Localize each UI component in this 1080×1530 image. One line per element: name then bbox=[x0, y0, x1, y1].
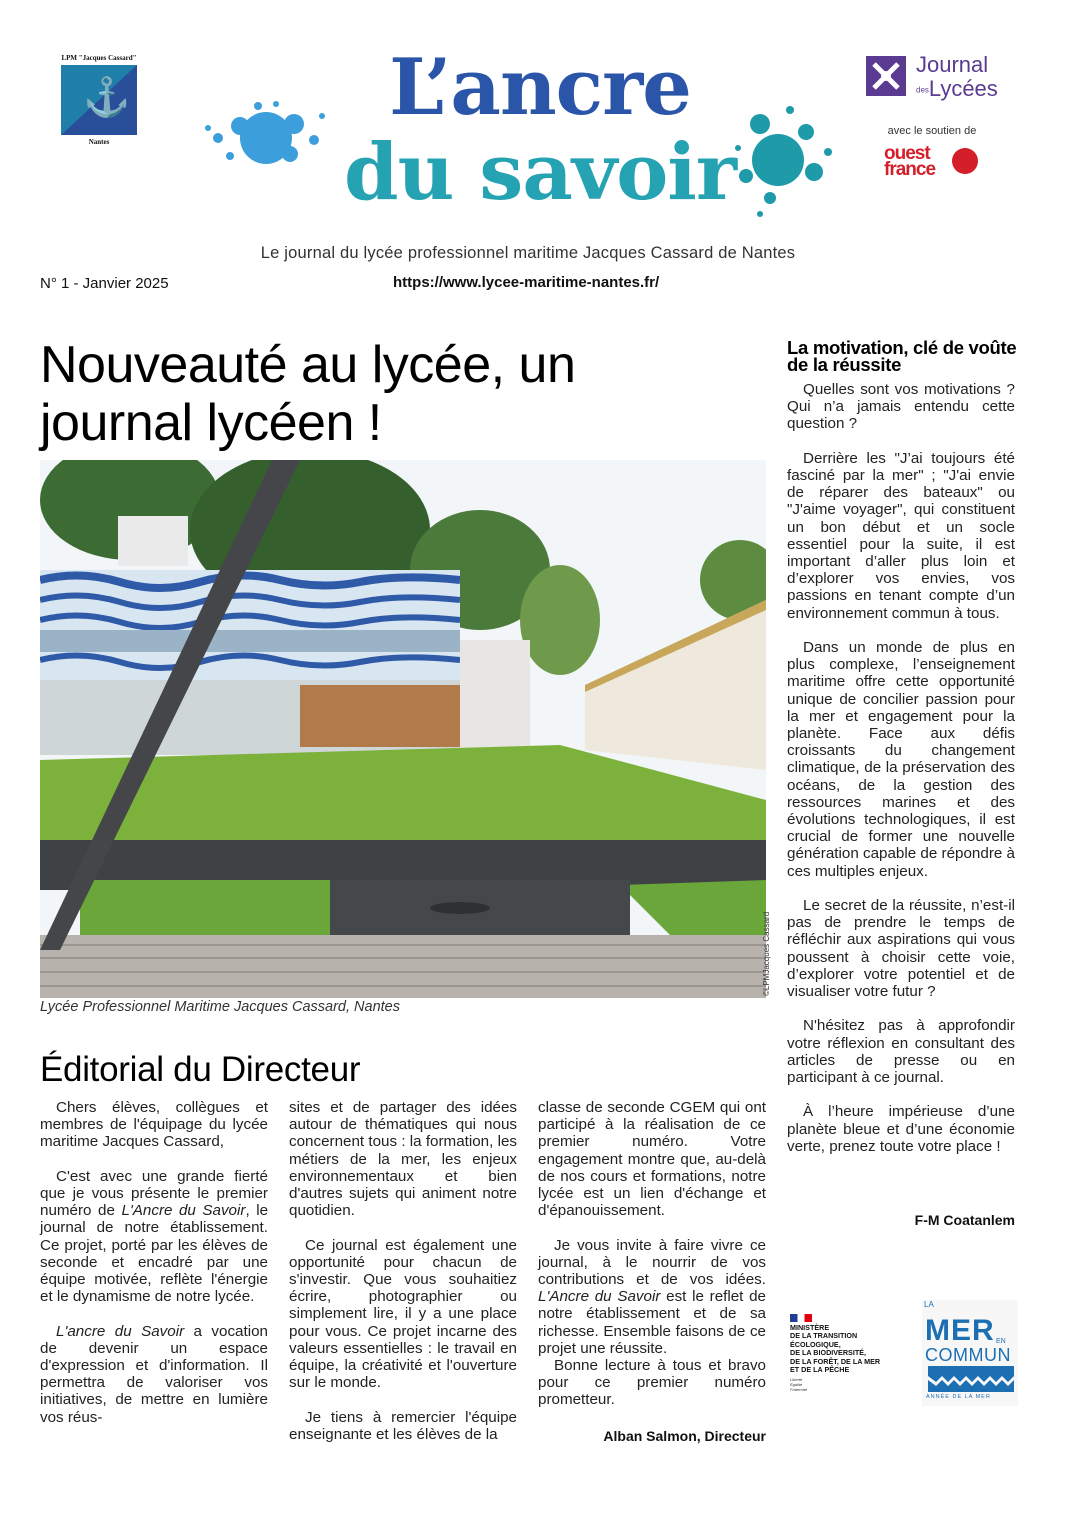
photo-caption: Lycée Professionnel Maritime Jacques Cassard, Nantes bbox=[40, 999, 400, 1015]
editorial-paragraph: Ce journal est également une opportunité pour chacun de s'investir. Que vous souhaitiez écrire, photographier ou simplement lire, il y a une place pour vous. Ce projet incarne des valeurs essentielles : le travail en équipe, la créativité et l'ouverture sur le monde. bbox=[289, 1236, 517, 1392]
editorial-text: , le journal de notre établissement. Ce projet, porté par les élèves de seconde et encadré par une équipe motivée, reflète l'énergie et le dynamisme de notre lycée. bbox=[40, 1202, 269, 1306]
sidebar-paragraph: Quelles sont vos motivations ? Qui n’a jamais entendu cette question ? bbox=[787, 381, 1015, 433]
editorial-title: Éditorial du Directeur bbox=[40, 1050, 361, 1089]
editorial-signature: Alban Salmon, Directeur bbox=[603, 1428, 766, 1444]
sidebar-signature: F-M Coatanlem bbox=[914, 1212, 1015, 1228]
editorial-paragraph bbox=[538, 1237, 766, 1357]
editorial-paragraph: classe de seconde CGEM qui ont participé à la réalisation de ce premier numéro. Votre engagement montre que, au-delà de nos cours et formations, notre lycée est un lien d'échange et d'épanouissement. bbox=[538, 1099, 766, 1220]
editorial-paragraph: Bonne lecture à tous et bravo pour ce premier numéro prometteur. bbox=[538, 1357, 766, 1409]
mer-commun: COMMUN bbox=[925, 1345, 1011, 1365]
sidebar-paragraph: Le secret de la réussite, n’est-il pas de prendre le temps de réfléchir aux aspirations qui vous poussent à choisir cette voie, d’explorer votre potentiel et de visualiser votre futur ? bbox=[787, 897, 1015, 1001]
editorial-paragraph bbox=[40, 1323, 268, 1426]
sidebar-paragraph: Derrière les "J’ai toujours été fasciné par la mer" ; "J'ai envie de réparer des bateaux" ou "J'aime voyager", qui constituent un bon début et un socle essentiel pour la suite, il est important d’aller plus loin et d’explorer vos envies, vos passions en tenant compte d’un environnement commun à tous. bbox=[787, 449, 1015, 622]
editorial-column-2 bbox=[289, 1099, 517, 1460]
ouest-france-dot-icon bbox=[952, 148, 978, 174]
sidebar-paragraph: À l’heure impérieuse d’une planète bleue et d’une économie verte, prenez toute votre place ! bbox=[787, 1103, 1015, 1155]
editorial-paragraph: Chers élèves, collègues et membres de l'équipage du lycée maritime Jacques Cassard, bbox=[40, 1099, 268, 1151]
support-text: avec le soutien de bbox=[887, 125, 977, 137]
newspaper-name-italic: L'Ancre du Savoir bbox=[121, 1202, 246, 1220]
photo-credit-text: ©LPMJacques Cassard bbox=[762, 911, 771, 996]
ministere-name: MINISTÈRE DE LA TRANSITION ÉCOLOGIQUE, DE LA BIODIVERSITÉ, DE LA FORÊT, DE LA MER ET DE LA PÊCHE bbox=[790, 1323, 881, 1375]
ministere-logo bbox=[790, 1314, 910, 1394]
journal-des-lycees-word3: Lycées bbox=[928, 76, 998, 101]
website-link[interactable]: https://www.lycee-maritime-nantes.fr/ bbox=[393, 274, 660, 291]
mer-word: MER bbox=[925, 1314, 995, 1347]
sidebar-title: La motivation, clé de voûte de la réussite bbox=[787, 337, 1017, 375]
editorial-paragraph: sites et de partager des idées autour de thématiques qui nous concernent tous : la formation, les métiers de la mer, les enjeux environnementaux et bien d'autres sujets qui animent notre quotidien. bbox=[289, 1099, 517, 1220]
mer-la: LA bbox=[924, 1300, 934, 1309]
sidebar-paragraph: N'hésitez pas à approfondir votre réflexion en consultant des articles de presse ou en participant à ce journal. bbox=[787, 1017, 1015, 1087]
ouest-france-word1: ouest bbox=[884, 143, 930, 164]
french-flag-icon bbox=[790, 1314, 812, 1322]
main-headline: Nouveauté au lycée, un journal lycéen ! bbox=[40, 336, 576, 452]
school-logo-top-text: LPM "Jacques Cassard" bbox=[61, 54, 137, 62]
newspaper-name-italic: L'Ancre du Savoir bbox=[538, 1288, 661, 1306]
journal-des-lycees-word1: Journal bbox=[916, 52, 989, 77]
mer-en-commun-logo bbox=[922, 1300, 1018, 1406]
editorial-text: a vocation de devenir un espace d'expression et d'information. Il permettra de valoriser vos initiatives, de mettre en lumière vos réus- bbox=[40, 1322, 268, 1426]
editorial-text: Je vous invite à faire vivre ce journal, à le nourrir de vos contributions et de vos idées. bbox=[538, 1236, 766, 1289]
newspaper-title-line1: L’ancre bbox=[389, 42, 691, 133]
anchor-icon: ⚓ bbox=[83, 77, 131, 119]
editorial-text: est le reflet de notre établissement et de sa richesse. Ensemble faisons de ce projet une réussite. bbox=[538, 1288, 767, 1357]
sidebar-paragraph: Dans un monde de plus en plus complexe, l’enseignement maritime offre cette opportunité unique de concilier passion pour la mer et engagement pour la planète. Face aux défis croissants du changement climatique, de la préservation des océans, de la gestion des ressources marines et des évolutions technologiques, il est crucial de former une nouvelle génération capable de répondre à ces multiples enjeux. bbox=[787, 639, 1015, 880]
waves-icon bbox=[928, 1366, 1014, 1392]
mer-en: EN bbox=[996, 1338, 1006, 1345]
sidebar-column bbox=[787, 381, 1015, 1172]
journal-des-lycees-word2 bbox=[916, 76, 998, 102]
issue-number: N° 1 - Janvier 2025 bbox=[40, 275, 169, 292]
journal-des-lycees-logo bbox=[866, 52, 1016, 102]
school-logo-bottom-text: Nantes bbox=[88, 138, 110, 146]
editorial-column-1 bbox=[40, 1099, 268, 1443]
journal-des-lycees-small: des bbox=[916, 85, 929, 95]
editorial-paragraph bbox=[40, 1168, 268, 1306]
ouest-france-word2: france bbox=[884, 159, 936, 180]
editorial-text: C'est avec une grande fierté que je vous présente le premier numéro de bbox=[40, 1167, 268, 1220]
school-photo bbox=[40, 460, 766, 998]
editorial-paragraph: Je tiens à remercier l'équipe enseignante et les élèves de la bbox=[289, 1408, 517, 1443]
journal-des-lycees-mark-icon bbox=[866, 56, 906, 96]
newspaper-name-italic: L'ancre du Savoir bbox=[56, 1322, 185, 1340]
editorial-column-3 bbox=[538, 1099, 766, 1426]
ministere-motto: Liberté Égalité Fraternité bbox=[790, 1377, 808, 1393]
newspaper-title-line2: du savoir bbox=[344, 127, 736, 218]
ouest-france-logo bbox=[884, 144, 984, 180]
mer-annee: ANNÉE DE LA MER bbox=[926, 1394, 991, 1400]
photo-credit bbox=[758, 900, 778, 1000]
newspaper-subtitle: Le journal du lycée professionnel maritime Jacques Cassard de Nantes bbox=[260, 244, 796, 262]
